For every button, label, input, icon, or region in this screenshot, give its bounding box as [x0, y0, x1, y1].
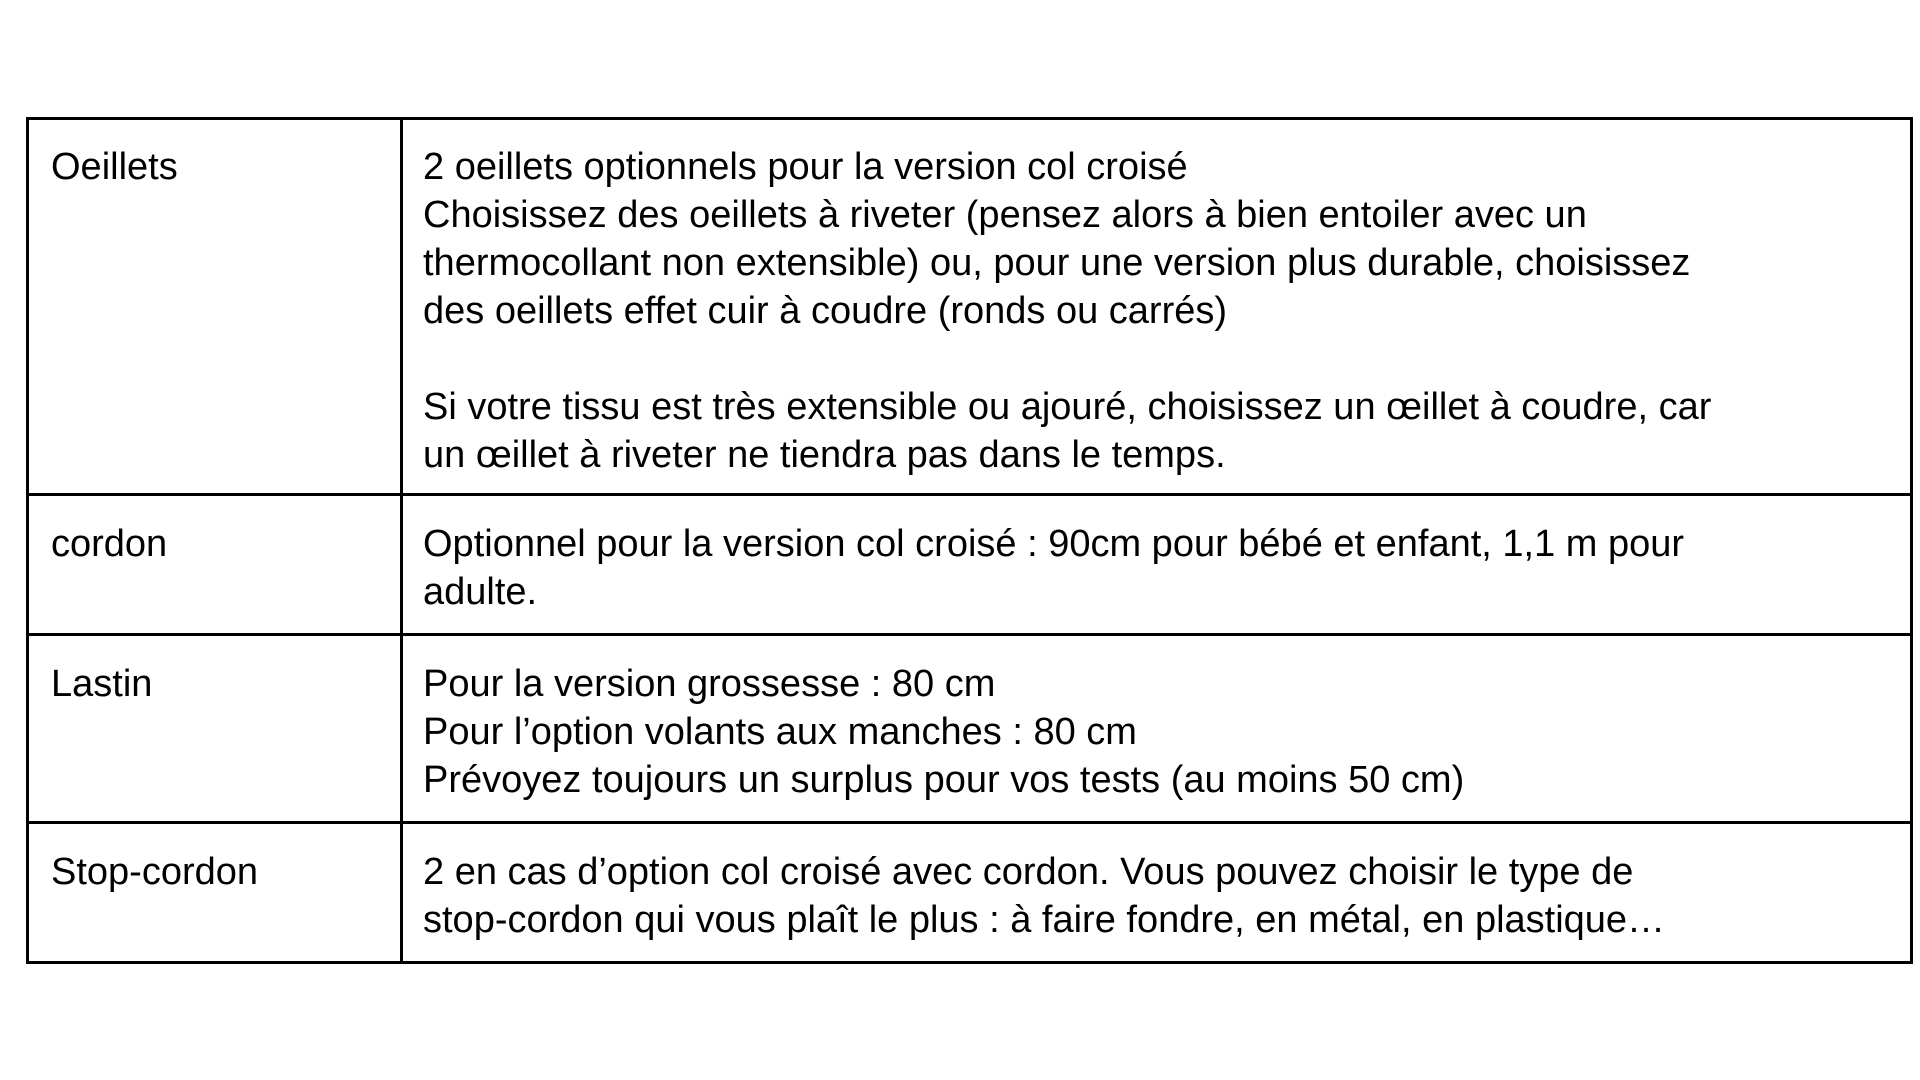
table-row-cordon	[28, 495, 1912, 635]
description-line: 2 oeillets optionnels pour la version col croisé	[423, 146, 1188, 188]
row-label	[28, 119, 402, 495]
description-line: Si votre tissu est très extensible ou ajouré, choisissez un œillet à coudre, car	[423, 386, 1712, 428]
table-row-lastin	[28, 635, 1912, 823]
row-label	[28, 495, 402, 635]
description-line: adulte.	[423, 571, 538, 613]
description-line: un œillet à riveter ne tiendra pas dans le temps.	[423, 434, 1226, 476]
description-line: stop-cordon qui vous plaît le plus : à faire fondre, en métal, en plastique…	[423, 899, 1666, 941]
row-label-text: Stop-cordon	[51, 851, 259, 893]
table-row-stop-cordon	[28, 823, 1912, 963]
supplies-table	[26, 117, 1913, 964]
row-label-text: Oeillets	[51, 146, 178, 188]
row-description	[402, 823, 1912, 963]
description-line: Choisissez des oeillets à riveter (pensez alors à bien entoiler avec un	[423, 194, 1587, 236]
row-description	[402, 119, 1912, 495]
row-description	[402, 495, 1912, 635]
description-line: Optionnel pour la version col croisé : 90cm pour bébé et enfant, 1,1 m pour	[423, 523, 1685, 565]
description-line: 2 en cas d’option col croisé avec cordon. Vous pouvez choisir le type de	[423, 851, 1634, 893]
row-description	[402, 635, 1912, 823]
row-label-text: Lastin	[51, 663, 153, 705]
row-label	[28, 823, 402, 963]
table-row-oeillets	[28, 119, 1912, 495]
row-label-text: cordon	[51, 523, 168, 565]
description-line: Pour la version grossesse : 80 cm	[423, 663, 996, 705]
row-label	[28, 635, 402, 823]
description-line: Pour l’option volants aux manches : 80 cm	[423, 711, 1137, 753]
paragraph-gap	[423, 335, 1890, 383]
description-line: des oeillets effet cuir à coudre (ronds ou carrés)	[423, 290, 1228, 332]
description-line: thermocollant non extensible) ou, pour une version plus durable, choisissez	[423, 242, 1691, 284]
description-line: Prévoyez toujours un surplus pour vos tests (au moins 50 cm)	[423, 759, 1465, 801]
